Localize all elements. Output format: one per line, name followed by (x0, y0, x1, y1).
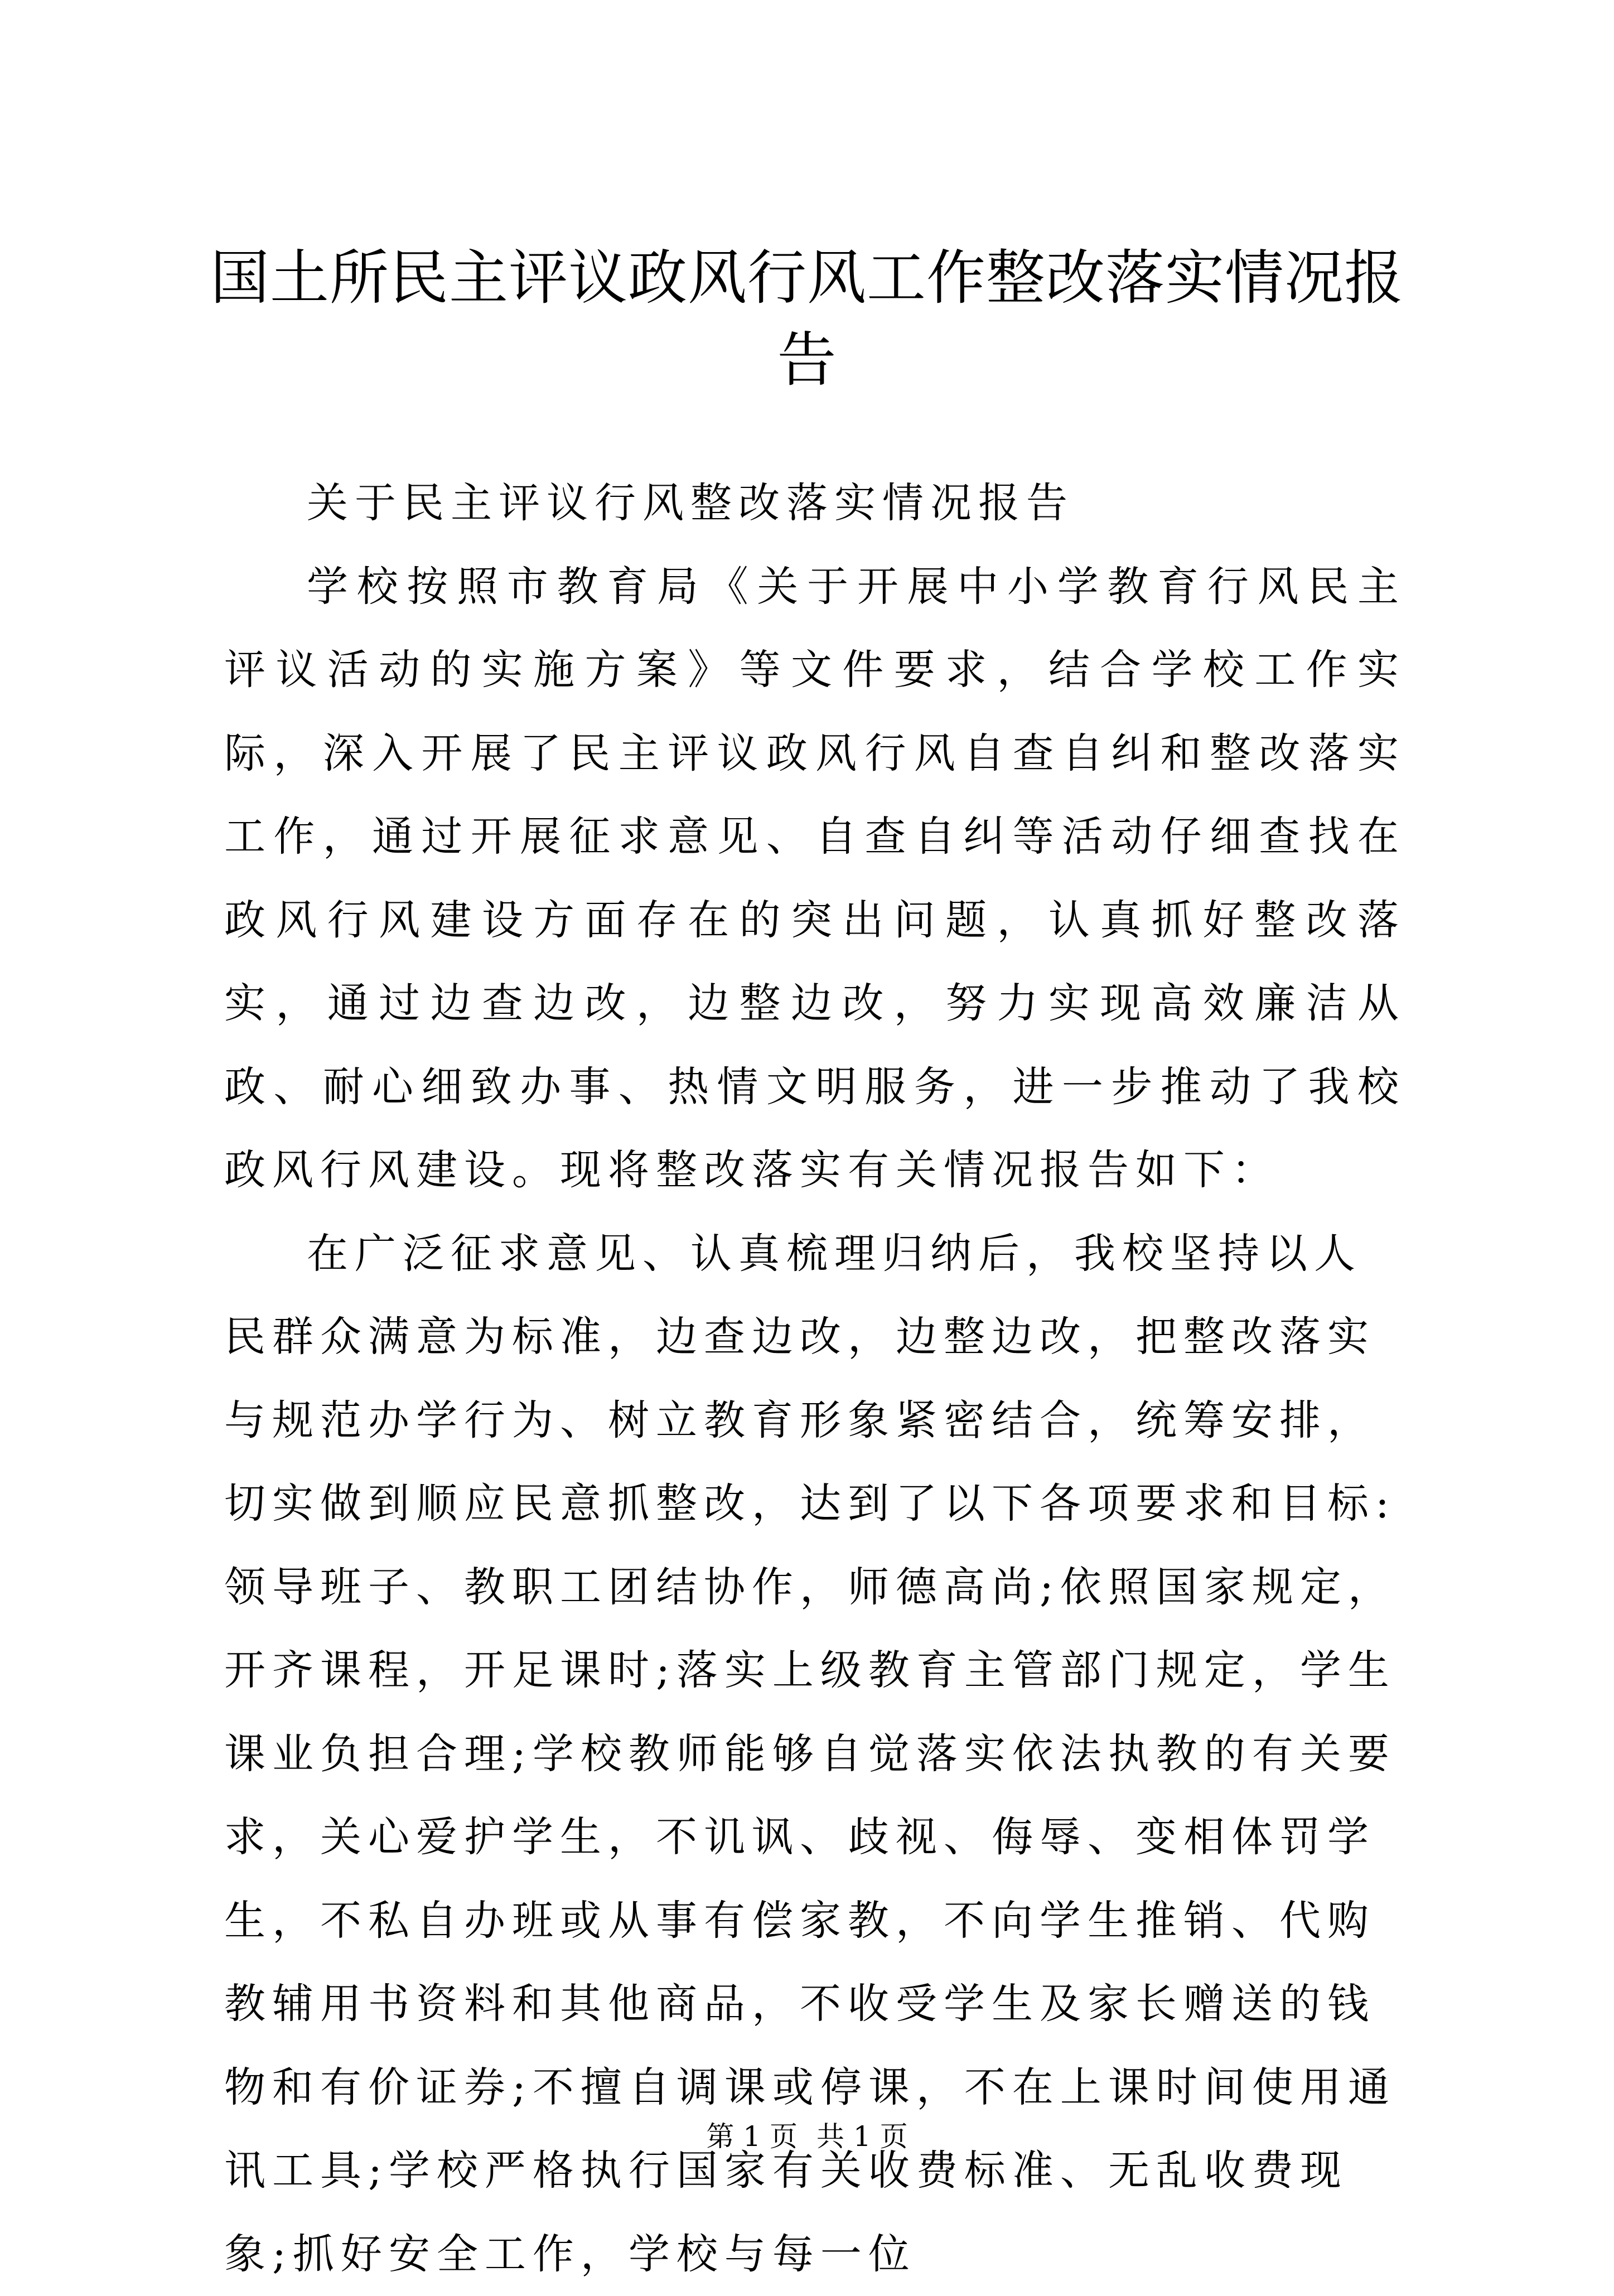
document-title: 国土所民主评议政风行风工作整改落实情况报告 (201, 237, 1413, 401)
document-body (224, 462, 1405, 2296)
document-subtitle: 关于民主评议行风整改落实情况报告 (224, 462, 1405, 545)
page-number-current: 第 1 页 (706, 2117, 798, 2156)
page-footer (0, 2117, 1614, 2156)
body-paragraph-1: 学校按照市教育局《关于开展中小学教育行风民主评议活动的实施方案》等文件要求，结合学校工作实际，深入开展了民主评议政风行风自查自纠和整改落实工作，通过开展征求意见、自查自纠等活动仔细查找在政风行风建设方面存在的突出问题，认真抓好整改落实，通过边查边改，边整边改，努力实现高效廉洁从政、耐心细致办事、热情文明服务，进一步推动了我校政风行风建设。现将整改落实有关情况报告如下： (224, 545, 1405, 1212)
page-number-total: 共 1 页 (816, 2117, 908, 2156)
body-paragraph-2: 在广泛征求意见、认真梳理归纳后，我校坚持以人民群众满意为标准，边查边改，边整边改，把整改落实与规范办学行为、树立教育形象紧密结合，统筹安排，切实做到顺应民意抓整改，达到了以下各项要求和目标:领导班子、教职工团结协作，师德高尚;依照国家规定，开齐课程，开足课时;落实上级教育主管部门规定，学生课业负担合理;学校教师能够自觉落实依法执教的有关要求，关心爱护学生，不讥讽、歧视、侮辱、变相体罚学生，不私自办班或从事有偿家教，不向学生推销、代购教辅用书资料和其他商品，不收受学生及家长赠送的钱物和有价证券;不擅自调课或停课，不在上课时间使用通讯工具;学校严格执行国家有关收费标准、无乱收费现象;抓好安全工作，学校与每一位 (224, 1212, 1405, 2296)
